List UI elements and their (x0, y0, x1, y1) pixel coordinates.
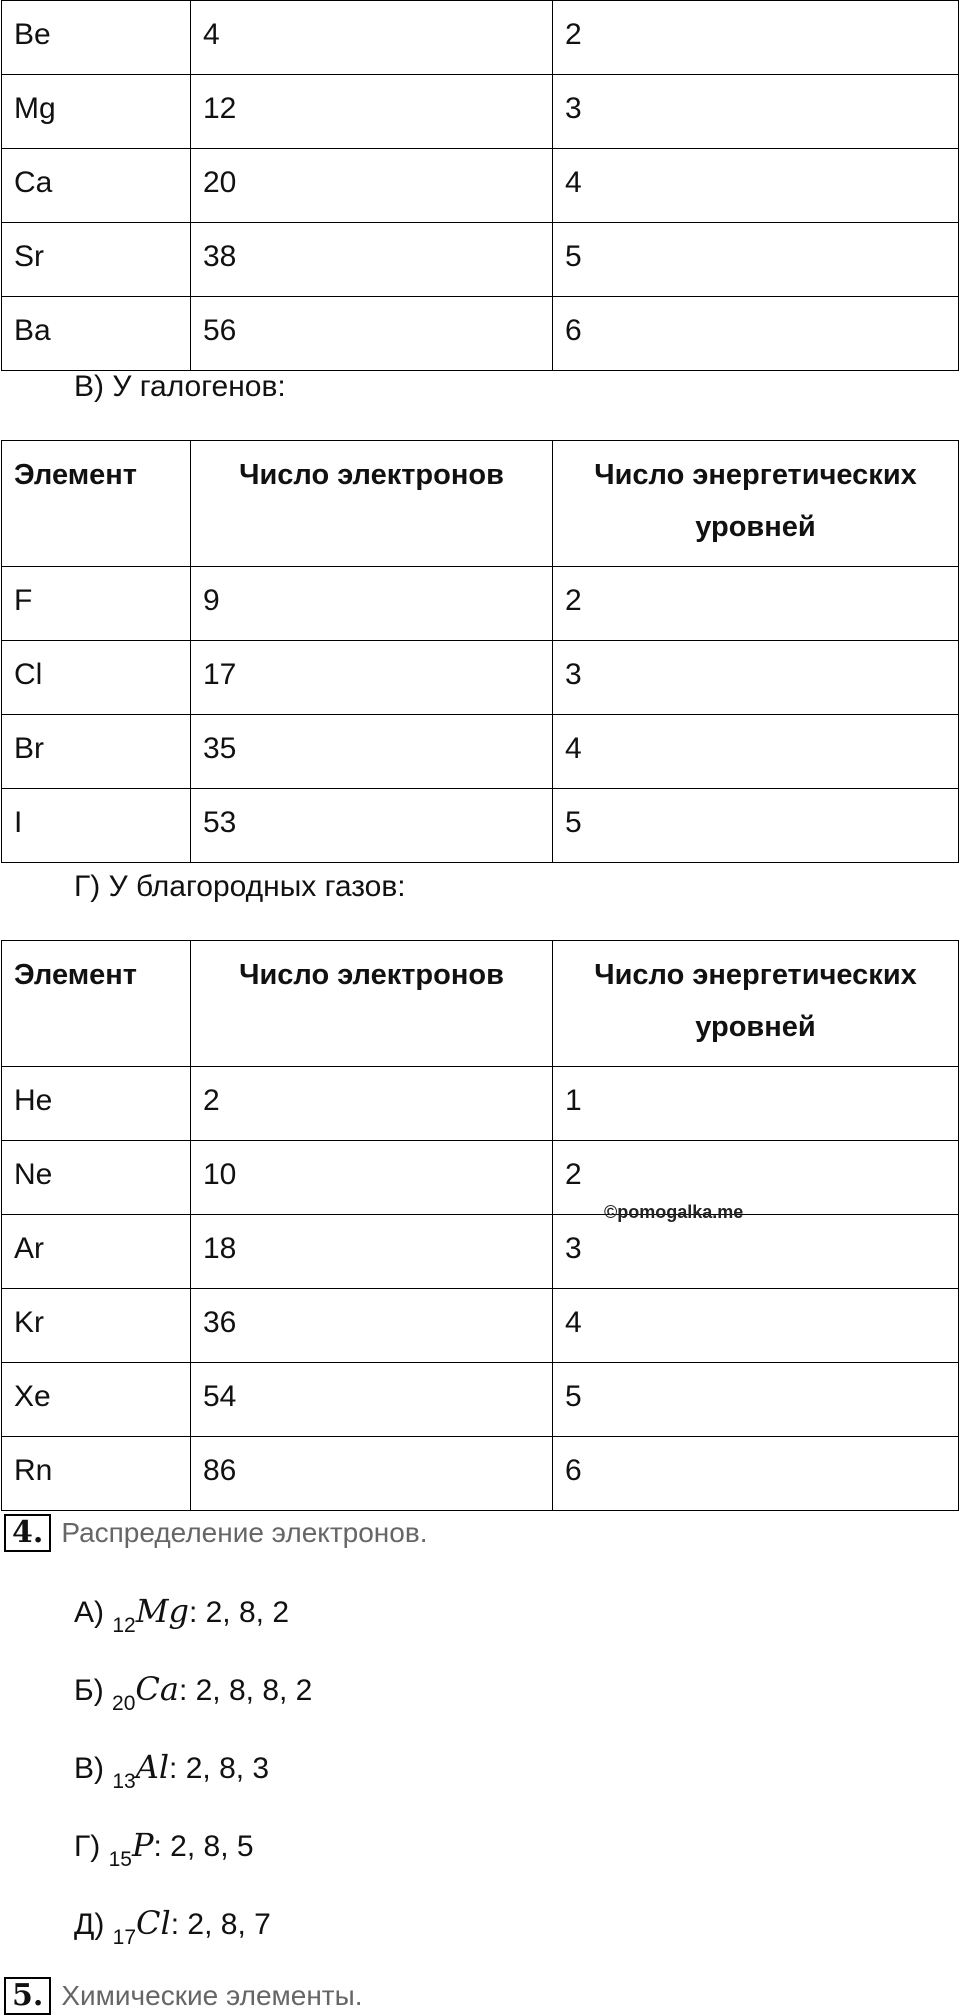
cell-levels: 5 (553, 1363, 959, 1437)
halogens-table (1, 440, 959, 863)
item-label: Г) (74, 1830, 101, 1863)
table-row (2, 75, 959, 149)
atomic-number: 15 (108, 1848, 132, 1871)
cell-element: Mg (2, 75, 191, 149)
element-symbol: P (131, 1826, 154, 1864)
item-label: А) (74, 1596, 104, 1629)
electron-config: : 2, 8, 5 (153, 1830, 254, 1863)
cell-electrons: 20 (191, 149, 553, 223)
cell-element: F (2, 567, 191, 641)
cell-levels: 4 (553, 1289, 959, 1363)
cell-element: Rn (2, 1437, 191, 1511)
table-row (2, 789, 959, 863)
electron-config: : 2, 8, 8, 2 (178, 1674, 313, 1707)
task-title: Распределение электронов. (61, 1517, 428, 1548)
cell-electrons: 17 (191, 641, 553, 715)
table-row (2, 1067, 959, 1141)
header-electrons: Число электронов (191, 941, 553, 1067)
electron-config-item (74, 1826, 254, 1871)
table-row (2, 1363, 959, 1437)
element-symbol: Mg (135, 1592, 189, 1630)
task-4-heading (4, 1514, 428, 1552)
cell-element: Br (2, 715, 191, 789)
cell-electrons: 4 (191, 1, 553, 75)
element-symbol: Cl (136, 1904, 171, 1942)
cell-element: Xe (2, 1363, 191, 1437)
cell-levels: 1 (553, 1067, 959, 1141)
table-header-row (2, 941, 959, 1067)
halogens-caption: В) У галогенов: (74, 370, 286, 403)
table-row (2, 1141, 959, 1215)
cell-levels: 3 (553, 641, 959, 715)
cell-levels: 5 (553, 223, 959, 297)
electron-config: : 2, 8, 2 (188, 1596, 290, 1629)
table-row (2, 1, 959, 75)
cell-electrons: 12 (191, 75, 553, 149)
table-row (2, 1215, 959, 1289)
cell-element: Ca (2, 149, 191, 223)
atomic-number: 17 (112, 1926, 137, 1949)
table-row (2, 297, 959, 371)
cell-element: He (2, 1067, 191, 1141)
cell-levels: 6 (553, 1437, 959, 1511)
task-title: Химические элементы. (61, 1980, 363, 2011)
cell-element: Ne (2, 1141, 191, 1215)
element-symbol: Ca (135, 1670, 179, 1708)
table-row (2, 1289, 959, 1363)
cell-electrons: 2 (191, 1067, 553, 1141)
element-symbol: Al (135, 1748, 170, 1786)
cell-element: Ba (2, 297, 191, 371)
cell-levels: 5 (553, 789, 959, 863)
cell-electrons: 86 (191, 1437, 553, 1511)
cell-element: I (2, 789, 191, 863)
cell-electrons: 10 (191, 1141, 553, 1215)
cell-element: Cl (2, 641, 191, 715)
item-label: Д) (74, 1908, 105, 1941)
cell-levels: 3 (553, 75, 959, 149)
table-header-row (2, 441, 959, 567)
table-row (2, 715, 959, 789)
task-5-heading (4, 1977, 363, 2015)
electron-config-item (74, 1748, 270, 1793)
table-row (2, 567, 959, 641)
header-levels: Число энергетических уровней (553, 941, 959, 1067)
cell-element: Ar (2, 1215, 191, 1289)
electron-config: : 2, 8, 3 (169, 1752, 270, 1785)
watermark: ©pomogalka.me (604, 1202, 744, 1222)
cell-electrons: 38 (191, 223, 553, 297)
atomic-number: 12 (112, 1614, 136, 1637)
header-levels: Число энергетических уровней (553, 441, 959, 567)
task-number: 4. (4, 1514, 51, 1552)
cell-element: Be (2, 1, 191, 75)
cell-levels: 6 (553, 297, 959, 371)
noble-gases-table (1, 940, 959, 1511)
electron-config-item (74, 1670, 313, 1715)
cell-levels: 4 (553, 149, 959, 223)
cell-electrons: 35 (191, 715, 553, 789)
cell-electrons: 54 (191, 1363, 553, 1437)
item-label: В) (74, 1752, 104, 1785)
cell-levels: 4 (553, 715, 959, 789)
alkaline-earth-table (1, 0, 959, 371)
cell-levels: 3 (553, 1215, 959, 1289)
header-element: Элемент (2, 941, 191, 1067)
header-element: Элемент (2, 441, 191, 567)
cell-levels: 2 (553, 567, 959, 641)
header-electrons: Число электронов (191, 441, 553, 567)
cell-levels: 2 (553, 1141, 959, 1215)
task-number: 5. (4, 1977, 51, 2015)
electron-config-item (74, 1592, 290, 1637)
table-row (2, 223, 959, 297)
atomic-number: 13 (112, 1770, 136, 1793)
item-label: Б) (74, 1674, 104, 1707)
cell-electrons: 36 (191, 1289, 553, 1363)
cell-electrons: 9 (191, 567, 553, 641)
cell-electrons: 56 (191, 297, 553, 371)
electron-config-item (74, 1904, 271, 1949)
cell-element: Kr (2, 1289, 191, 1363)
cell-element: Sr (2, 223, 191, 297)
cell-electrons: 18 (191, 1215, 553, 1289)
cell-electrons: 53 (191, 789, 553, 863)
noble-gases-caption: Г) У благородных газов: (74, 870, 406, 903)
cell-levels: 2 (553, 1, 959, 75)
table-row (2, 1437, 959, 1511)
atomic-number: 20 (112, 1692, 136, 1715)
table-row (2, 641, 959, 715)
table-row (2, 149, 959, 223)
electron-config: : 2, 8, 7 (170, 1908, 271, 1941)
